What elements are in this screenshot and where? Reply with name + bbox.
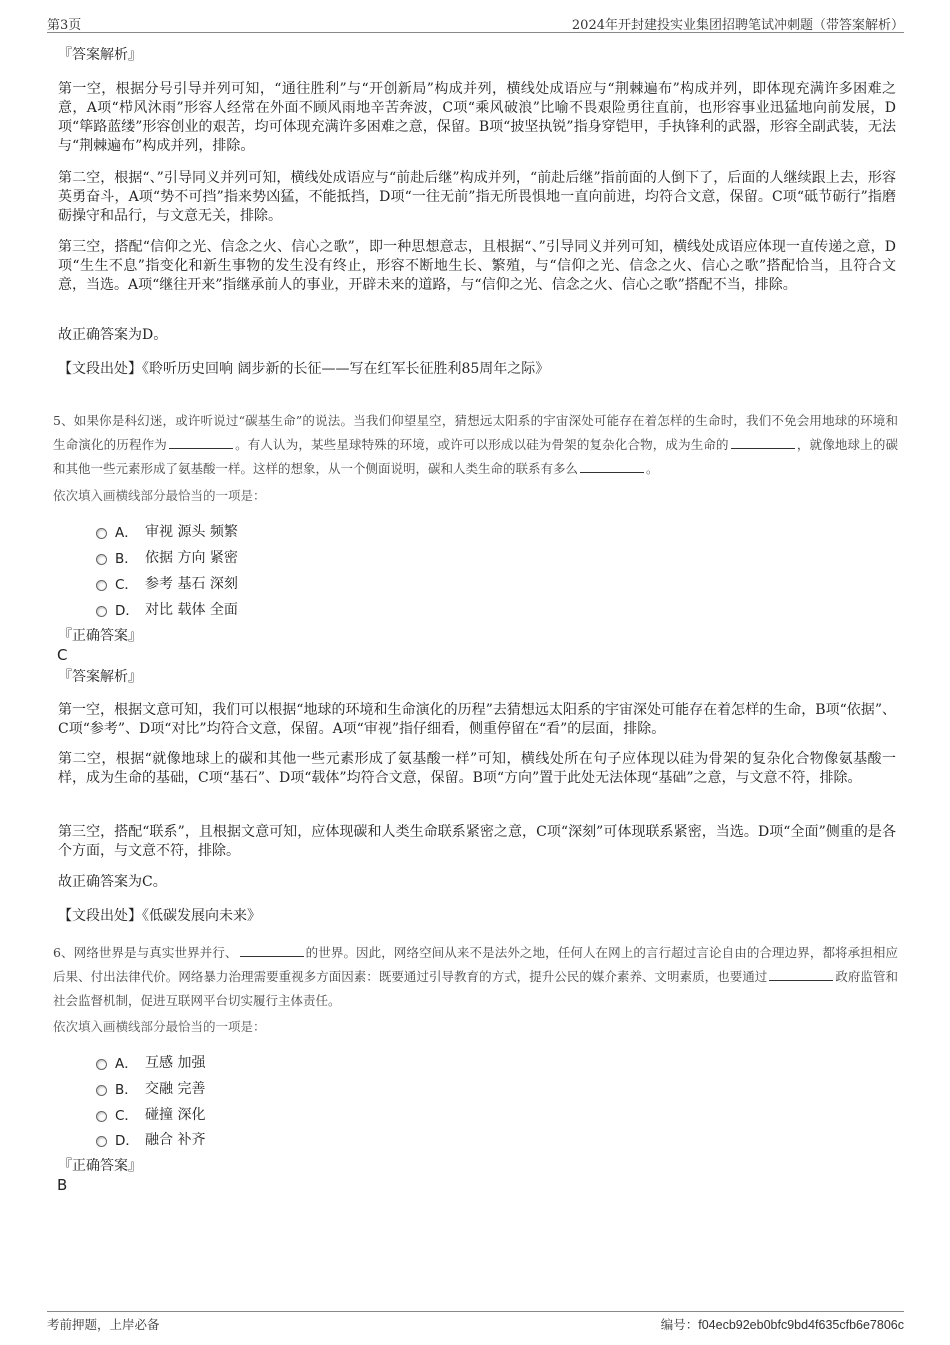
blank <box>580 460 644 473</box>
q6-stem: 6、网络世界是与真实世界并行、 的世界。因此，网络空间从来不是法外之地，任何人在网上的言行超过言论自由的合理边界，都将承担相应后果、付出法律代价。网络暴力治理需要重视多方面因素：既要通过引导教育的方式，提升公民的媒介素养、文明素质，也要通过 政府监管和社会监督机制，促进互联网平台切实履行主体责任。 <box>53 945 898 1008</box>
q6-option-b[interactable]: B． 交融 完善 <box>96 1078 205 1098</box>
q5-answer-tag: 『正确答案』 <box>58 628 142 644</box>
q5-analysis-tag: 『答案解析』 <box>58 669 142 685</box>
radio-button[interactable] <box>96 554 107 565</box>
q4-final-answer: 故正确答案为D。 <box>58 327 168 343</box>
q5-option-b[interactable]: B． 依据 方向 紧密 <box>96 547 238 567</box>
q4-analysis-p1: 第一空，根据分号引导并列可知，“通往胜利”与“开创新局”构成并列，横线处成语应与“荆棘遍布”构成并列，即体现充满许多困难之意，A项“栉风沐雨”形容人经常在外面不顾风雨地辛苦奔波，C项“乘风破浪”比喻不畏艰险勇往直前，也形容事业迅猛地向前发展，D项“筚路蓝缕”形容创业的艰苦，均可体现充满许多困难之意，保留。B项“披坚执锐”指身穿铠甲，手执锋利的武器，形容全副武装，无法与“荆棘遍布”构成并列，排除。 <box>58 81 896 154</box>
radio-button[interactable] <box>96 528 107 539</box>
radio-button[interactable] <box>96 1111 107 1122</box>
radio-button[interactable] <box>96 1136 107 1147</box>
page-number: 第3页 <box>47 18 82 33</box>
q5-analysis-p3: 第三空，搭配“联系”，且根据文意可知，应体现碳和人类生命联系紧密之意，C项“深刻”可体现联系紧密，当选。D项“全面”侧重的是各个方面，与文意不符，排除。 <box>58 824 896 859</box>
q5-option-c[interactable]: C． 参考 基石 深刻 <box>96 573 238 593</box>
q5-analysis-p1: 第一空，根据文意可知，我们可以根据“地球的环境和生命演化的历程”去猜想远太阳系的宇宙深处可能存在着怎样的生命，B项“依据”、C项“参考”、D项“对比”均符合文意，保留。A项“审视”指仔细看，侧重停留在“看”的层面，排除。 <box>58 702 896 737</box>
document-code: 编号：f04ecb92eb0bfc9bd4f635cfb6e7806c <box>660 1317 904 1332</box>
q5-correct-answer: C <box>57 646 68 664</box>
blank <box>731 436 795 449</box>
q4-source: 【文段出处】《聆听历史回响 阔步新的长征——写在红军长征胜利85周年之际》 <box>58 361 550 377</box>
page-footer <box>47 1311 904 1334</box>
q5-source: 【文段出处】《低碳发展向未来》 <box>58 908 261 924</box>
radio-button[interactable] <box>96 580 107 591</box>
q6-option-d[interactable]: D． 融合 补齐 <box>96 1129 205 1149</box>
q5-stem: 5、如果你是科幻迷，或许听说过“碳基生命”的说法。当我们仰望星空，猜想远太阳系的宇宙深处可能存在着怎样的生命时，我们不免会用地球的环境和生命演化的历程作为 。有人认为，某些星球特殊的环境，或许可以形成以硅为骨架的复杂化合物，成为生命的 ，就像地球上的碳和其他一些元素形成了氨基酸一样。这样的想象，从一个侧面说明，碳和人类生命的联系有多么 。 <box>53 413 898 476</box>
blank <box>169 436 233 449</box>
q5-instruction: 依次填入画横线部分最恰当的一项是： <box>53 488 266 503</box>
page-header <box>47 12 904 33</box>
q5-analysis-p2: 第二空，根据“就像地球上的碳和其他一些元素形成了氨基酸一样”可知，横线处所在句子应体现以硅为骨架的复杂化合物像氨基酸一样，成为生命的基础，C项“基石”、D项“载体”均符合文意，保留。B项“方向”置于此处无法体现“基础”之意，与文意不符，排除。 <box>58 751 896 786</box>
q6-option-c[interactable]: C． 碰撞 深化 <box>96 1104 205 1124</box>
blank <box>769 968 833 981</box>
q5-final-answer: 故正确答案为C。 <box>58 874 167 890</box>
q6-answer-tag: 『正确答案』 <box>58 1158 142 1174</box>
radio-button[interactable] <box>96 1059 107 1070</box>
q4-analysis-tag: 『答案解析』 <box>58 47 142 63</box>
q6-correct-answer: B <box>57 1176 68 1194</box>
q4-analysis-p3: 第三空，搭配“信仰之光、信念之火、信心之歌”，即一种思想意志，且根据“、”引导同义并列可知，横线处成语应体现一直传递之意，D项“生生不息”指变化和新生事物的发生没有终止，形容不断地生长、繁殖，与“信仰之光、信念之火、信心之歌”搭配恰当，且符合文意，当选。A项“继往开来”指继承前人的事业，开辟未来的道路，与“信仰之光、信念之火、信心之歌”搭配不当，排除。 <box>58 239 896 293</box>
q6-instruction: 依次填入画横线部分最恰当的一项是： <box>53 1019 266 1034</box>
q6-option-a[interactable]: A． 互感 加强 <box>96 1052 205 1072</box>
document-title: 2024年开封建投实业集团招聘笔试冲刺题（带答案解析） <box>571 18 904 33</box>
q5-option-a[interactable]: A． 审视 源头 频繁 <box>96 521 238 541</box>
q5-option-d[interactable]: D． 对比 载体 全面 <box>96 599 238 619</box>
radio-button[interactable] <box>96 606 107 617</box>
blank <box>240 944 304 957</box>
q4-analysis-p2: 第二空，根据“、”引导同义并列可知，横线处成语应与“前赴后继”构成并列，“前赴后继”指前面的人倒下了，后面的人继续跟上去，形容英勇奋斗，A项“势不可挡”指来势凶猛，不能抵挡，D项“一往无前”指无所畏惧地一直向前进，均符合文意，保留。C项“砥节砺行”指磨砺操守和品行，与文意无关，排除。 <box>58 170 896 224</box>
footer-slogan: 考前押题，上岸必备 <box>47 1317 160 1332</box>
radio-button[interactable] <box>96 1085 107 1096</box>
